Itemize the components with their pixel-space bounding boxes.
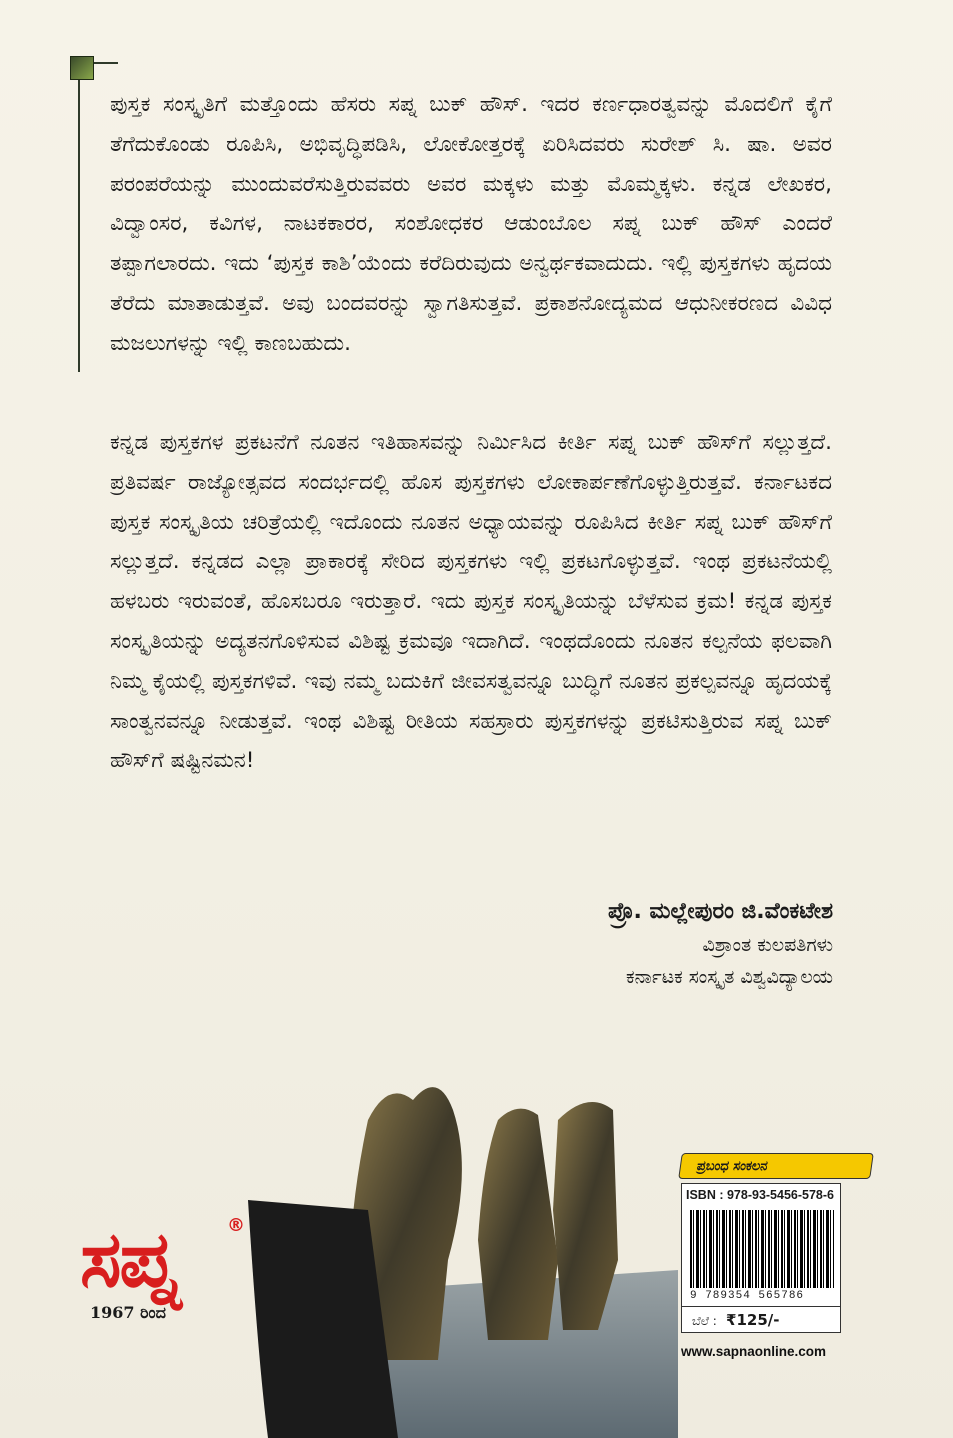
author-block (608, 895, 833, 993)
author-institution: ಕರ್ನಾಟಕ ಸಂಸ್ಕೃತ ವಿಶ್ವವಿದ್ಯಾಲಯ (626, 966, 833, 988)
price-row (682, 1306, 840, 1332)
isbn-text: ISBN : 978-93-5456-578-6 (686, 1188, 834, 1202)
publisher-logo (80, 1215, 250, 1335)
corner-square-ornament (70, 56, 94, 80)
barcode-bars (690, 1210, 834, 1288)
blurb-paragraph-2: ಕನ್ನಡ ಪುಸ್ತಕಗಳ ಪ್ರಕಟನೆಗೆ ನೂತನ ಇತಿಹಾಸವನ್ನು ನಿರ್ಮಿಸಿದ ಕೀರ್ತಿ ಸಪ್ನ ಬುಕ್ ಹೌಸ್‌ಗೆ ಸಲ್ಲುತ್ತದೆ. ಪ್ರತಿವರ್ಷ ರಾಜ್ಯೋತ್ಸವದ ಸಂದರ್ಭದಲ್ಲಿ ಹೊಸ ಪುಸ್ತಕಗಳು ಲೋಕಾರ್ಪಣೆಗೊಳ್ಳುತ್ತಿರುತ್ತವೆ. ಕರ್ನಾಟಕದ ಪುಸ್ತಕ ಸಂಸ್ಕೃತಿಯ ಚರಿತ್ರೆಯಲ್ಲಿ ಇದೊಂದು ನೂತನ ಅಧ್ಯಾಯವನ್ನು ರೂಪಿಸಿದ ಕೀರ್ತಿ ಸಪ್ನ ಬುಕ್ ಹೌಸ್‌ಗೆ ಸಲ್ಲುತ್ತದೆ. ಕನ್ನಡದ ಎಲ್ಲಾ ಪ್ರಾಕಾರಕ್ಕೆ ಸೇರಿದ ಪುಸ್ತಕಗಳು ಇಲ್ಲಿ ಪ್ರಕಟಗೊಳ್ಳುತ್ತವೆ. ಇಂಥ ಪ್ರಕಟನೆಯಲ್ಲಿ ಹಳಬರು ಇರುವಂತೆ, ಹೊಸಬರೂ ಇರುತ್ತಾರೆ. ಇದು ಪುಸ್ತಕ ಸಂಸ್ಕೃತಿಯನ್ನು ಬೆಳೆಸುವ ಕ್ರಮ! ಕನ್ನಡ ಪುಸ್ತಕ ಸಂಸ್ಕೃತಿಯನ್ನು ಅದ್ಯತನಗೊಳಿಸುವ ವಿಶಿಷ್ಟ ಕ್ರಮವೂ ಇದಾಗಿದೆ. ಇಂಥದೊಂದು ನೂತನ ಕಲ್ಪನೆಯ ಫಲವಾಗಿ ನಿಮ್ಮ ಕೈಯಲ್ಲಿ ಪುಸ್ತಕಗಳಿವೆ. ಇವು ನಮ್ಮ ಬದುಕಿಗೆ ಜೀವಸತ್ವವನ್ನೂ ಬುದ್ಧಿಗೆ ನೂತನ ಪ್ರಕಲ್ಪವನ್ನೂ ಹೃದಯಕ್ಕೆ ಸಾಂತ್ವನವನ್ನೂ ನೀಡುತ್ತವೆ. ಇಂಥ ವಿಶಿಷ್ಟ ರೀತಿಯ ಸಹಸ್ರಾರು ಪುಸ್ತಕಗಳನ್ನು ಪ್ರಕಟಿಸುತ್ತಿರುವ ಸಪ್ನ ಬುಕ್ ಹೌಸ್‌ಗೆ ಷಷ್ಟಿನಮನ! (110, 430, 832, 774)
sculpture-illustration (238, 1060, 678, 1438)
author-name: ಪ್ರೊ. ಮಲ್ಲೇಪುರಂ ಜಿ.ವೆಂಕಟೇಶ (608, 899, 833, 924)
price-value: ₹125/- (726, 1311, 780, 1329)
barcode-box (681, 1183, 841, 1333)
barcode-digits: 9 789354 565786 (690, 1290, 805, 1302)
registered-mark: ® (227, 1215, 245, 1236)
logo-wordmark: ಸಪ್ನ (80, 1215, 178, 1305)
frame-line-vertical (78, 62, 80, 372)
author-role: ವಿಶ್ರಾಂತ ಕುಲಪತಿಗಳು (702, 934, 833, 956)
logo-since-year: 1967 ರಿಂದ (90, 1303, 166, 1322)
genre-tag: ಪ್ರಬಂಧ ಸಂಕಲನ (678, 1153, 874, 1179)
price-label: ಬೆಲೆ : (692, 1314, 717, 1328)
website-url: www.sapnaonline.com (681, 1344, 827, 1359)
blurb-paragraph-1: ಪುಸ್ತಕ ಸಂಸ್ಕೃತಿಗೆ ಮತ್ತೊಂದು ಹೆಸರು ಸಪ್ನ ಬುಕ್ ಹೌಸ್. ಇದರ ಕರ್ಣಧಾರತ್ವವನ್ನು ಮೊದಲಿಗೆ ಕೈಗೆ ತೆಗೆದುಕೊಂಡು ರೂಪಿಸಿ, ಅಭಿವೃದ್ಧಿಪಡಿಸಿ, ಲೋಕೋತ್ತರಕ್ಕೆ ಏರಿಸಿದವರು ಸುರೇಶ್ ಸಿ. ಷಾ. ಅವರ ಪರಂಪರೆಯನ್ನು ಮುಂದುವರೆಸುತ್ತಿರುವವರು ಅವರ ಮಕ್ಕಳು ಮತ್ತು ಮೊಮ್ಮಕ್ಕಳು. ಕನ್ನಡ ಲೇಖಕರ, ವಿದ್ವಾಂಸರ, ಕವಿಗಳ, ನಾಟಕಕಾರರ, ಸಂಶೋಧಕರ ಆಡುಂಬೊಲ ಸಪ್ನ ಬುಕ್ ಹೌಸ್ ಎಂದರೆ ತಪ್ಪಾಗಲಾರದು. ಇದು ‘ಪುಸ್ತಕ ಕಾಶಿ’ಯೆಂದು ಕರೆದಿರುವುದು ಅನ್ವರ್ಥಕವಾದುದು. ಇಲ್ಲಿ ಪುಸ್ತಕಗಳು ಹೃದಯ ತೆರೆದು ಮಾತಾಡುತ್ತವೆ. ಅವು ಬಂದವರನ್ನು ಸ್ವಾಗತಿಸುತ್ತವೆ. ಪ್ರಕಾಶನೋದ್ಯಮದ ಆಧುನೀಕರಣದ ವಿವಿಧ ಮಜಲುಗಳನ್ನು ಇಲ್ಲಿ ಕಾಣಬಹುದು. (110, 92, 832, 356)
